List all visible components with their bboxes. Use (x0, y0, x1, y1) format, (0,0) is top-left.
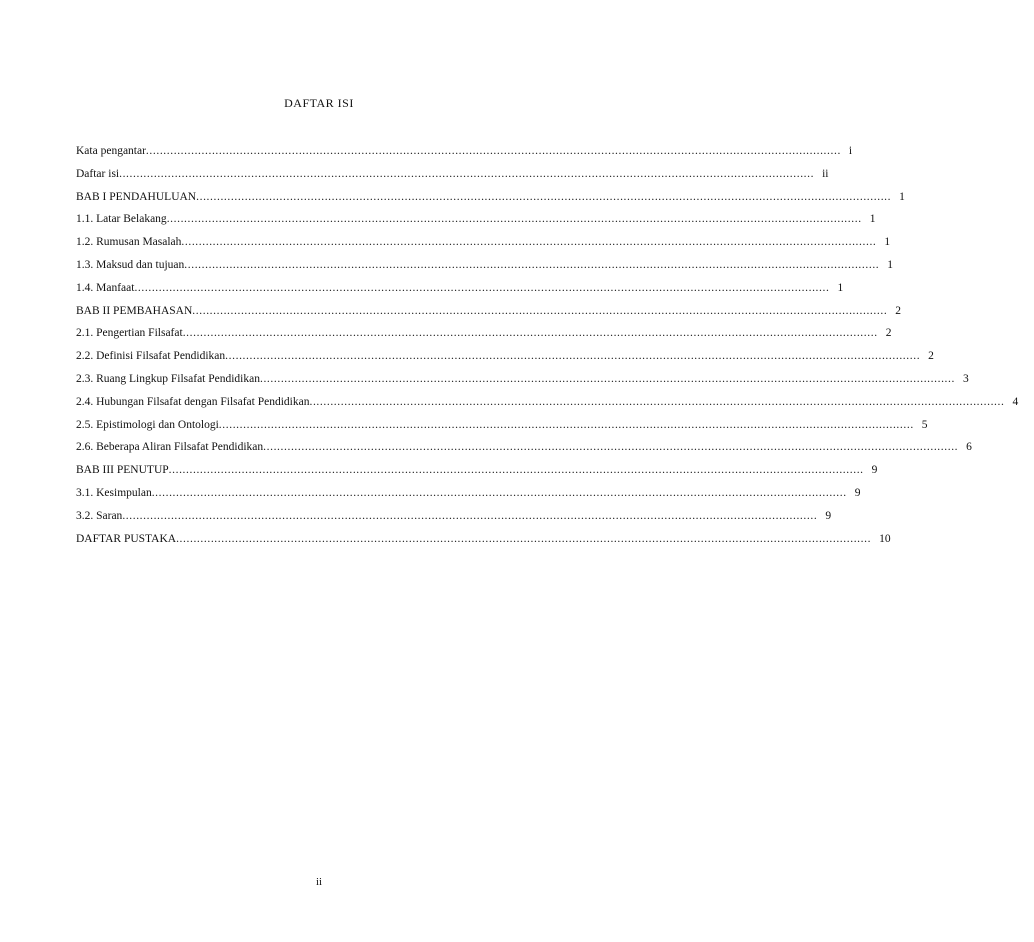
toc-entry-label: 1.4. Manfaat (76, 281, 135, 294)
toc-entry-page: 2 (928, 350, 934, 363)
dot-leader: ........................................................................................................................................................................................................ (176, 532, 872, 545)
dot-leader: ........................................................................................................................................................................................................ (168, 464, 864, 477)
toc-entry-2-6 (76, 440, 972, 463)
toc-entry-page: ii (822, 167, 829, 180)
toc-entry-1-2 (76, 235, 891, 258)
toc-entry-page: 1 (837, 281, 844, 294)
toc-entry-page: i (848, 145, 853, 157)
toc-entry-label: 1.2. Rumusan Masalah (76, 236, 182, 249)
toc-entry-daftar-isi (76, 167, 829, 190)
toc-entry-page: 4 (1012, 395, 1019, 408)
page-title: DAFTAR ISI (284, 96, 354, 110)
toc-entry-page: 9 (871, 464, 878, 477)
toc-entry-page: 1 (869, 213, 876, 226)
toc-entry-label: Daftar isi (76, 167, 120, 180)
toc-entry-page: 2 (895, 304, 902, 317)
toc-entry-1-4 (76, 281, 844, 304)
toc-entry-label: 1.1. Latar Belakang (76, 213, 167, 226)
toc-entry-daftar-pustaka (76, 532, 891, 555)
toc-entry-page: 1 (884, 236, 891, 249)
toc-entry-page: 6 (966, 441, 972, 454)
dot-leader: ........................................................................................................................................................................................................ (122, 509, 818, 522)
toc-entry-bab-1 (76, 190, 905, 213)
table-of-contents (76, 144, 1019, 554)
toc-entry-label: BAB II PEMBAHASAN (76, 304, 193, 317)
dot-leader: ........................................................................................................................................................................................................ (181, 236, 877, 249)
toc-entry-2-2 (76, 349, 934, 372)
dot-leader: ........................................................................................................................................................................................................ (225, 350, 921, 363)
toc-entry-page: 3 (962, 372, 969, 385)
dot-leader: ........................................................................................................................................................................................................ (218, 418, 914, 431)
toc-entry-label: 2.2. Definisi Filsafat Pendidikan (76, 350, 226, 363)
toc-entry-2-5 (76, 418, 928, 441)
dot-leader: ........................................................................................................................................................................................................ (151, 486, 847, 499)
toc-entry-bab-2 (76, 304, 902, 327)
toc-entry-label: DAFTAR PUSTAKA (76, 532, 177, 545)
toc-entry-page: 9 (825, 509, 832, 522)
dot-leader: ........................................................................................................................................................................................................ (259, 372, 955, 385)
toc-entry-label: BAB III PENUTUP (76, 464, 169, 477)
toc-entry-page: 9 (854, 486, 861, 499)
toc-entry-kata-pengantar (76, 144, 853, 167)
dot-leader: ........................................................................................................................................................................................................ (119, 167, 815, 180)
toc-entry-label: 1.3. Maksud dan tujuan (76, 258, 185, 271)
toc-entry-bab-3 (76, 463, 878, 486)
dot-leader: ........................................................................................................................................................................................................ (196, 190, 892, 203)
toc-entry-2-4 (76, 395, 1019, 418)
toc-entry-page: 2 (885, 327, 892, 340)
toc-entry-1-3 (76, 258, 894, 281)
dot-leader: ........................................................................................................................................................................................................ (263, 441, 959, 454)
toc-entry-1-1 (76, 212, 876, 235)
toc-entry-2-3 (76, 372, 969, 395)
toc-entry-page: 1 (899, 190, 905, 203)
toc-entry-3-1 (76, 486, 861, 509)
toc-entry-3-2 (76, 509, 832, 532)
dot-leader: ........................................................................................................................................................................................................ (309, 395, 1005, 408)
dot-leader: ........................................................................................................................................................................................................ (184, 258, 880, 271)
toc-entry-label: 3.2. Saran (76, 509, 123, 522)
toc-entry-label: 3.1. Kesimpulan (76, 486, 152, 499)
dot-leader: ........................................................................................................................................................................................................ (182, 327, 878, 340)
toc-entry-label: 2.4. Hubungan Filsafat dengan Filsafat Pendidikan (76, 395, 310, 408)
toc-entry-page: 5 (921, 418, 928, 431)
toc-entry-2-1 (76, 326, 892, 349)
dot-leader: ........................................................................................................................................................................................................ (166, 213, 862, 226)
toc-entry-label: 2.6. Beberapa Aliran Filsafat Pendidikan (76, 441, 264, 454)
footer-page-number: ii (315, 876, 323, 888)
toc-entry-page: 1 (887, 258, 894, 271)
toc-entry-label: BAB I PENDAHULUAN (76, 190, 197, 203)
toc-entry-label: Kata pengantar (76, 145, 146, 157)
dot-leader: ........................................................................................................................................................................................................ (192, 304, 888, 317)
dot-leader: ........................................................................................................................................................................................................ (134, 281, 830, 294)
toc-entry-label: 2.1. Pengertian Filsafat (76, 327, 183, 340)
toc-entry-page: 10 (879, 532, 891, 545)
dot-leader: ........................................................................................................................................................................................................ (145, 145, 841, 157)
toc-entry-label: 2.5. Epistimologi dan Ontologi (76, 418, 219, 431)
toc-entry-label: 2.3. Ruang Lingkup Filsafat Pendidikan (76, 372, 260, 385)
